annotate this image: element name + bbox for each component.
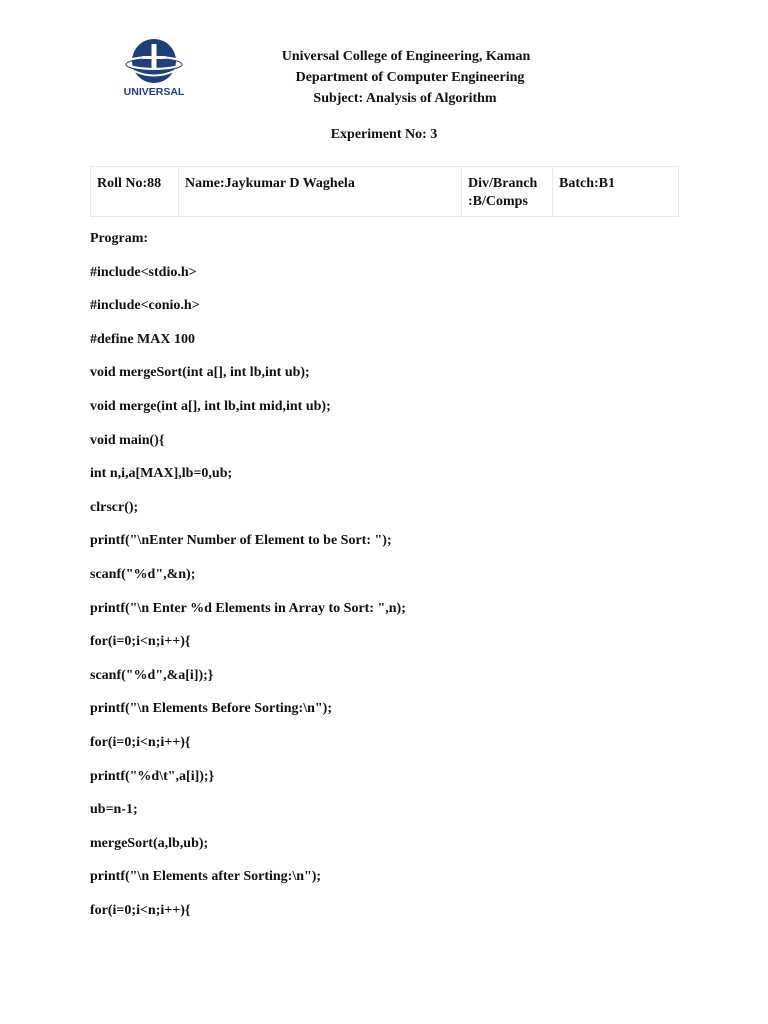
batch-cell <box>553 167 679 217</box>
code-line: mergeSort(a,lb,ub); <box>90 835 209 851</box>
code-line: int n,i,a[MAX],lb=0,ub; <box>90 466 233 482</box>
college-name: Universal College of Engineering, Kaman <box>281 49 531 64</box>
student-name: Name:Jaykumar D Waghela <box>185 176 355 191</box>
roll-number-cell <box>91 167 179 217</box>
code-line: #include<conio.h> <box>90 298 200 314</box>
code-line: printf("\n Elements Before Sorting:\n"); <box>90 701 332 717</box>
roll-number: Roll No:88 <box>97 176 162 191</box>
university-logo <box>122 38 186 100</box>
div-branch-label: Div/Branch <box>468 176 538 191</box>
table-row <box>91 167 679 217</box>
student-name-cell <box>179 167 462 217</box>
code-line: #define MAX 100 <box>90 331 195 347</box>
code-line: printf("\nEnter Number of Element to be Sort: "); <box>90 533 392 549</box>
code-line: for(i=0;i<n;i++){ <box>90 634 191 650</box>
program-label: Program: <box>90 231 149 246</box>
globe-icon <box>122 38 186 86</box>
code-line: void merge(int a[], int lb,int mid,int ub); <box>90 398 331 414</box>
department-name: Department of Computer Engineering <box>295 70 525 85</box>
code-line: for(i=0;i<n;i++){ <box>90 902 191 918</box>
code-line: scanf("%d",&a[i]);} <box>90 667 214 683</box>
code-line: printf("\n Enter %d Elements in Array to Sort: ",n); <box>90 600 406 616</box>
program-code <box>90 229 710 934</box>
div-branch-cell <box>462 167 553 217</box>
code-line: printf("%d\t",a[i]);} <box>90 768 215 784</box>
student-info-table <box>90 166 679 217</box>
document-header <box>180 46 630 109</box>
code-line: printf("\n Elements after Sorting:\n"); <box>90 869 322 885</box>
code-line: void mergeSort(int a[], int lb,int ub); <box>90 365 310 381</box>
experiment-number: Experiment No: 3 <box>330 127 438 142</box>
batch: Batch:B1 <box>559 176 615 191</box>
code-line: #include<stdio.h> <box>90 264 197 280</box>
code-line: void main(){ <box>90 432 165 448</box>
code-line: clrscr(); <box>90 499 139 515</box>
code-line: scanf("%d",&n); <box>90 566 196 582</box>
subject-name: Subject: Analysis of Algorithm <box>313 91 497 106</box>
logo-text: UNIVERSAL <box>123 86 185 98</box>
div-branch-value: :B/Comps <box>468 194 528 209</box>
code-line: for(i=0;i<n;i++){ <box>90 734 191 750</box>
code-line: ub=n-1; <box>90 802 138 818</box>
